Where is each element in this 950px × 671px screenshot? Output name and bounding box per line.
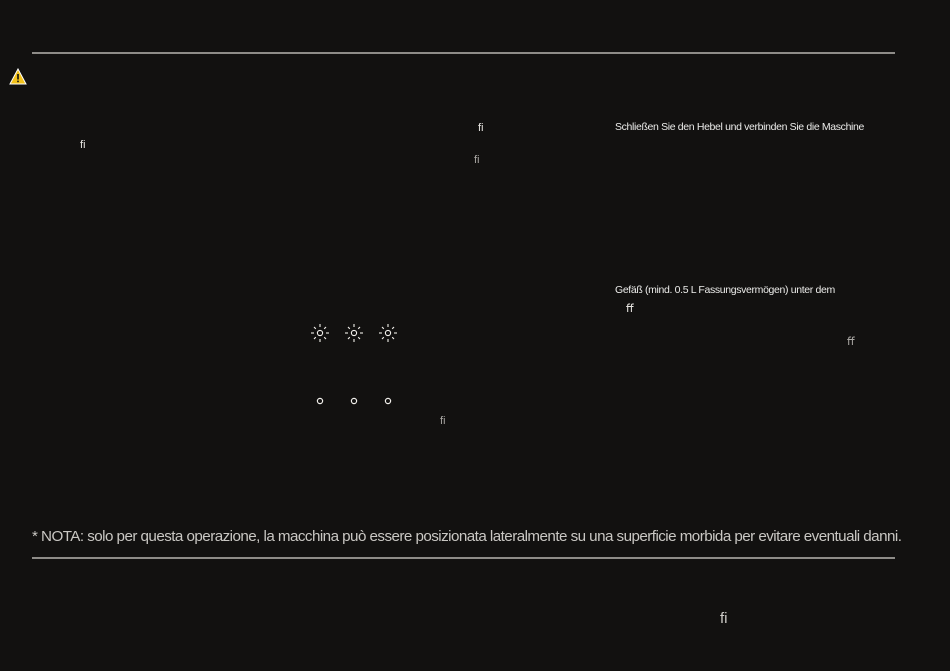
ligature-fragment: ﬀ <box>847 336 855 348</box>
ligature-fragment: ﬁ <box>80 139 86 151</box>
top-divider <box>32 52 895 54</box>
bottom-divider <box>32 557 895 559</box>
led-off-icon <box>317 398 322 403</box>
instruction-place-container: Gefäß (mind. 0.5 L Fassungsvermögen) unter dem <box>615 284 835 296</box>
ligature-fragment: ﬁ <box>440 415 446 427</box>
warning-triangle-icon <box>9 68 27 85</box>
ligature-fragment: ﬀ <box>626 303 634 315</box>
led-blinking-icon <box>379 324 397 342</box>
safety-note: * NOTA: solo per questa operazione, la macchina può essere posizionata lateralmente su una superficie morbida per evitare eventuali danni. <box>32 528 902 545</box>
ligature-fragment: ﬁ <box>478 122 484 134</box>
led-blinking-icon <box>311 324 329 342</box>
led-blinking-icon <box>345 324 363 342</box>
ligature-fragment: ﬁ <box>474 154 480 166</box>
blinking-led-row <box>308 322 404 344</box>
instruction-close-lever: Schließen Sie den Hebel und verbinden Sie die Maschine <box>615 121 865 133</box>
page-footer-glyph: ﬁ <box>720 610 728 627</box>
led-off-icon <box>385 398 390 403</box>
led-off-icon <box>351 398 356 403</box>
off-led-row <box>308 392 404 414</box>
